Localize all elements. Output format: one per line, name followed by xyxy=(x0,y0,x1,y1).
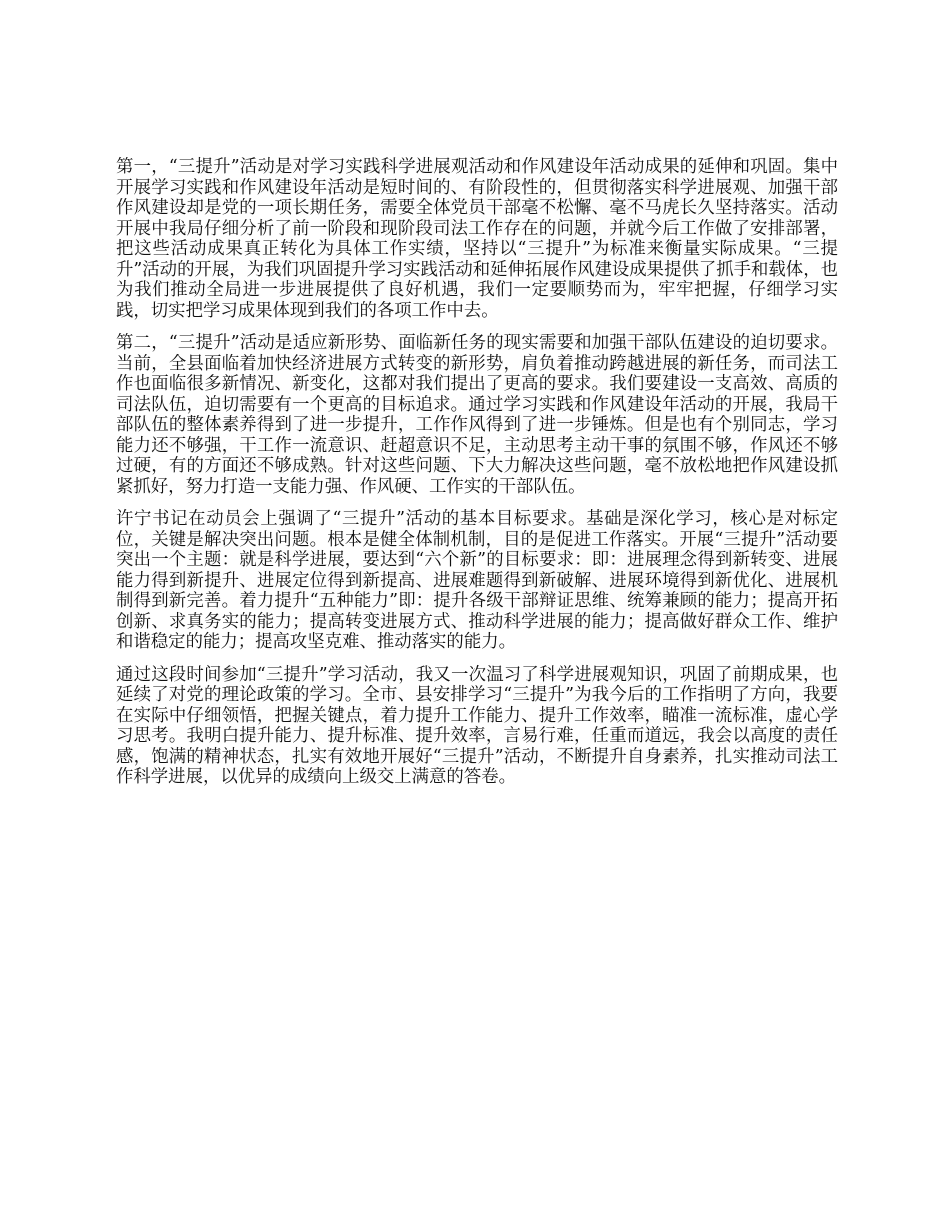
document-body xyxy=(116,157,838,800)
paragraph-2: 第二，“三提升”活动是适应新形势、面临新任务的现实需要和加强干部队伍建设的迫切要求。当前，全县面临着加快经济进展方式转变的新形势，肩负着推动跨越进展的新任务，而司法工作也面临很多新情况、新变化，这都对我们提出了更高的要求。我们要建设一支高效、高质的司法队伍，迫切需要有一个更高的目标追求。通过学习实践和作风建设年活动的开展，我局干部队伍的整体素养得到了进一步提升，工作作风得到了进一步锤炼。但是也有个别同志，学习能力还不够强，干工作一流意识、赶超意识不足，主动思考主动干事的氛围不够，作风还不够过硬，有的方面还不够成熟。针对这些问题、下大力解决这些问题，毫不放松地把作风建设抓紧抓好，努力打造一支能力强、作风硬、工作实的干部队伍。 xyxy=(116,333,838,497)
paragraph-4: 通过这段时间参加“三提升”学习活动，我又一次温习了科学进展观知识，巩固了前期成果，也延续了对党的理论政策的学习。全市、县安排学习“三提升”为我今后的工作指明了方向，我要在实际中仔细领悟，把握关键点，着力提升工作能力、提升工作效率，瞄准一流标准，虚心学习思考。我明白提升能力、提升标准、提升效率，言易行难，任重而道远，我会以高度的责任感，饱满的精神状态，扎实有效地开展好“三提升”活动，不断提升自身素养，扎实推动司法工作科学进展，以优异的成绩向上级交上满意的答卷。 xyxy=(116,664,838,787)
paragraph-3: 许宁书记在动员会上强调了“三提升”活动的基本目标要求。基础是深化学习，核心是对标定位，关键是解决突出问题。根本是健全体制机制，目的是促进工作落实。开展“三提升”活动要突出一个主题：就是科学进展，要达到“六个新”的目标要求：即：进展理念得到新转变、进展能力得到新提升、进展定位得到新提高、进展难题得到新破解、进展环境得到新优化、进展机制得到新完善。着力提升“五种能力”即：提升各级干部辩证思维、统筹兼顾的能力；提高开拓创新、求真务实的能力；提高转变进展方式、推动科学进展的能力；提高做好群众工作、维护和谐稳定的能力；提高攻坚克难、推动落实的能力。 xyxy=(116,509,838,652)
paragraph-1: 第一，“三提升”活动是对学习实践科学进展观活动和作风建设年活动成果的延伸和巩固。集中开展学习实践和作风建设年活动是短时间的、有阶段性的，但贯彻落实科学进展观、加强干部作风建设却是党的一项长期任务，需要全体党员干部毫不松懈、毫不马虎长久坚持落实。活动开展中我局仔细分析了前一阶段和现阶段司法工作存在的问题，并就今后工作做了安排部署，把这些活动成果真正转化为具体工作实绩，坚持以“三提升”为标准来衡量实际成果。“三提升”活动的开展，为我们巩固提升学习实践活动和延伸拓展作风建设成果提供了抓手和载体，也为我们推动全局进一步进展提供了良好机遇，我们一定要顺势而为，牢牢把握，仔细学习实践，切实把学习成果体现到我们的各项工作中去。 xyxy=(116,157,838,321)
